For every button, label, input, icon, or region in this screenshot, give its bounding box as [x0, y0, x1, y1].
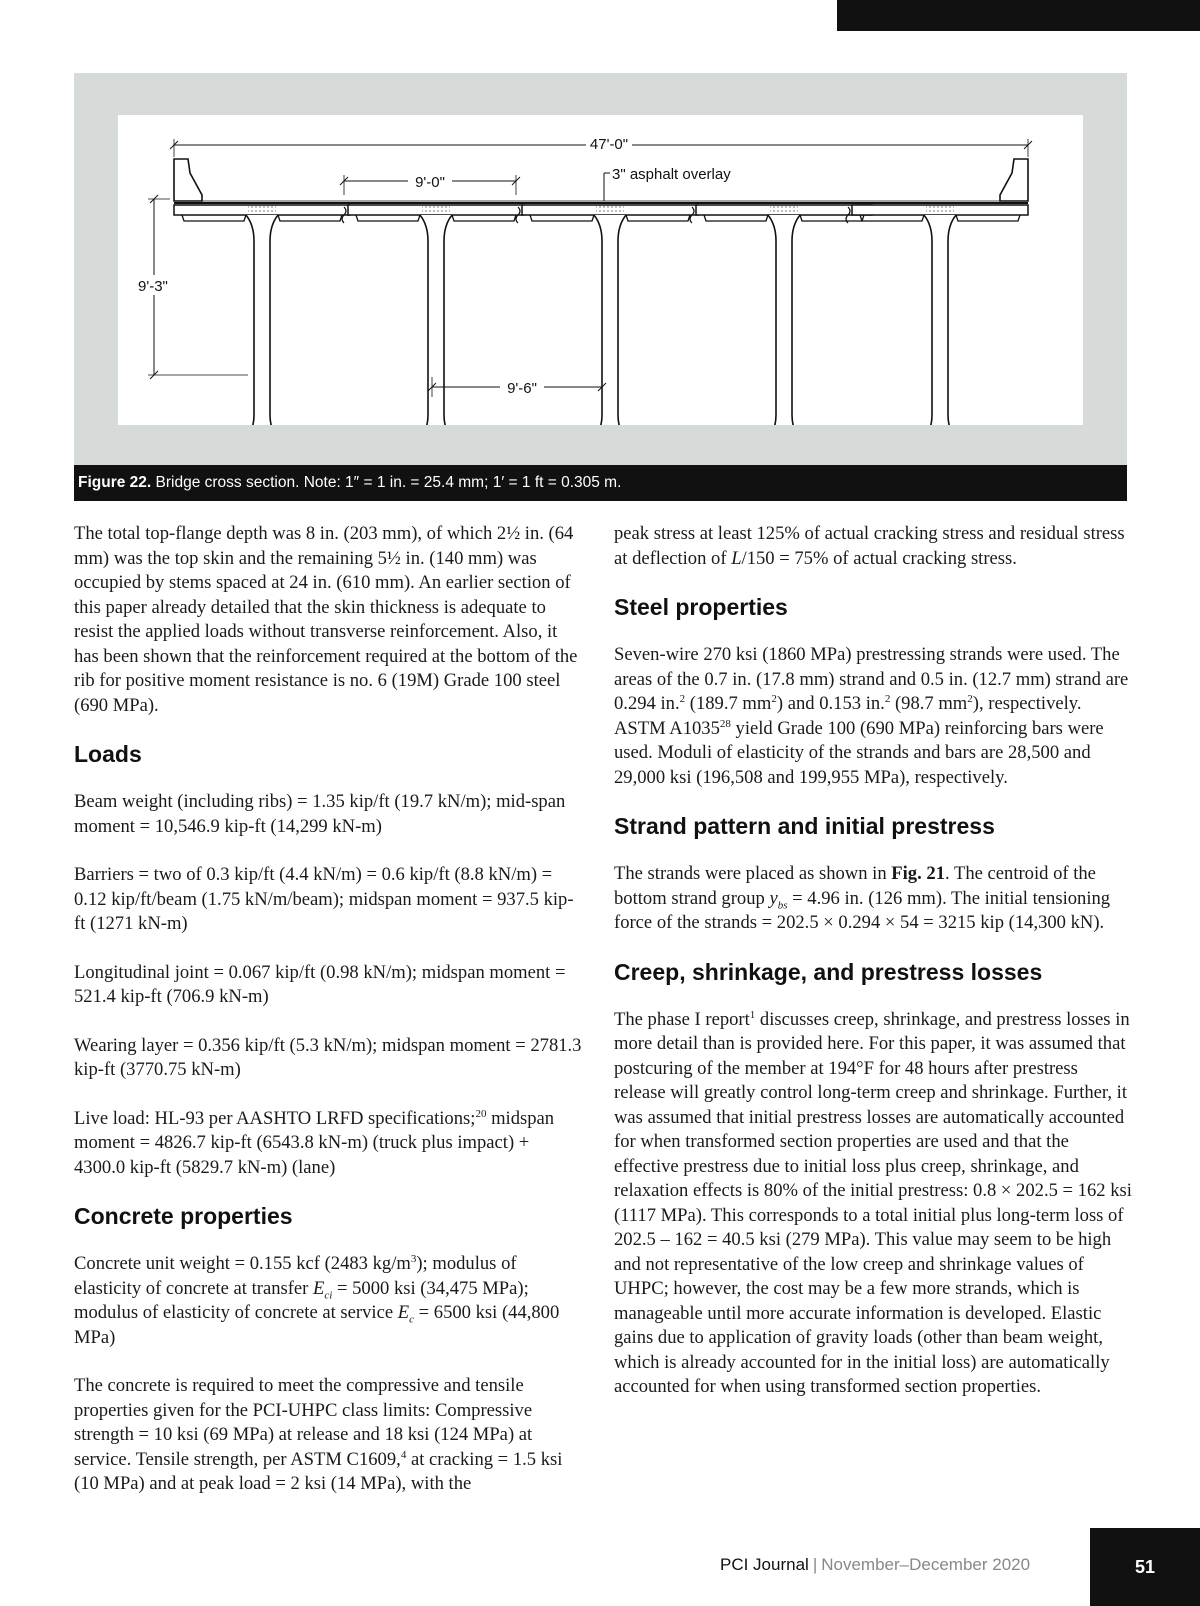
paragraph-live-load: Live load: HL-93 per AASHTO LRFD specifications;$^{20}$ midspan moment = 4826.7 kip-ft (6543.8 kN-m) (truck plus impact) + 4300.0 kip-ft (5829.7 kN-m) (lane): [74, 1107, 555, 1178]
paragraph-wearing-layer: Wearing layer = 0.356 kip/ft (5.3 kN/m); midspan moment = 2781.3 kip-ft (3770.75 kN-m): [74, 1034, 582, 1080]
dim-top-spacing: 9'-0": [415, 174, 445, 191]
paragraph-peak-stress: peak stress at least 125% of actual cracking stress and residual stress at deflection of L/150 = 75% of actual cracking stress.: [614, 523, 1125, 569]
bridge-cross-section-svg: [118, 115, 1083, 425]
heading-creep-shrinkage: Creep, shrinkage, and prestress losses: [614, 958, 1043, 985]
right-column: [614, 522, 1134, 1400]
dim-height: 9'-3": [138, 278, 168, 295]
dim-total-width: 47'-0": [589, 136, 629, 153]
journal-name: PCI Journal: [720, 1555, 809, 1574]
paragraph-longitudinal-joint: Longitudinal joint = 0.067 kip/ft (0.98 kN/m); midspan moment = 521.4 kip-ft (706.9 kN-m): [74, 961, 566, 1007]
figure-21-link[interactable]: Fig. 21: [891, 863, 945, 884]
page-number: 51: [1090, 1528, 1200, 1606]
paragraph-concrete-unit-weight: Concrete unit weight = 0.155 kcf (2483 $kg/m^3$); modulus of elasticity of concrete at transfer $E_{ci} = 5000$ ksi (34,475 MPa); modulus of elasticity of concrete at service $E_c = 6500$ ksi (44,800 MPa): [74, 1252, 560, 1348]
reference-4: 4: [400, 1448, 407, 1461]
paragraph-strand-pattern: The strands were placed as shown in Fig. 21. The centroid of the bottom strand group $y_{bs} = 4.96$ in. (126 mm). The initial tensioning force of the strands = 202.5 × 0.294 × 54 = 3215 kip (14,300 kN).: [614, 863, 1111, 933]
heading-strand-pattern: Strand pattern and initial prestress: [614, 813, 995, 839]
paragraph-steel-properties: Seven-wire 270 ksi (1860 MPa) prestressing strands were used. The areas of the 0.7 in. (17.8 mm) strand and 0.5 in. (12.7 mm) strand are 0.294 in.$^2$ (189.7 $mm^2$) and 0.153 in.$^2$ (98.7 $mm^2$), respectively. ASTM A1035$^{28}$ yield Grade 100 (690 MPa) reinforcing bars were used. Moduli of elasticity of the strands and bars are 28,500 and 29,000 ksi (196,508 and 199,955 MPa), respectively.: [614, 644, 1129, 788]
paragraph-top-flange: The total top-flange depth was 8 in. (203 mm), of which 2½ in. (64 mm) was the top skin and the remaining 5½ in. (140 mm) was occupied by stems spaced at 24 in. (610 mm). An earlier section of this paper already detailed that the skin thickness is adequate to resist the applied loads without transverse reinforcement. Also, it has been shown that the reinforcement required at the bottom of the rib for positive moment resistance is no. 6 (19M) Grade 100 steel (690 MPa).: [74, 523, 578, 716]
paragraph-concrete-requirements: The concrete is required to meet the compressive and tensile properties given for the PCI-UHPC class limits: Compressive strength = 10 ksi (69 MPa) at release and 18 ksi (124 MPa) at service. Tensile strength, per ASTM C1609,$^4$ at cracking = 1.5 ksi (10 MPa) and at peak load = 2 ksi (14 MPa), with the: [74, 1375, 563, 1494]
issue-date: November–December 2020: [821, 1555, 1031, 1574]
bridge-cross-section-drawing: [118, 115, 1083, 425]
left-column: [74, 522, 584, 1497]
figure-22: [74, 73, 1127, 501]
heading-loads: Loads: [74, 741, 142, 767]
paragraph-creep-shrinkage: The phase I report$^1$ discusses creep, shrinkage, and prestress losses in more detail than is provided here. For this paper, it was assumed that postcuring of the member at 194°F for 48 hours after prestress release will greatly control long-term creep and shrinkage. Further, it was assumed that initial prestress losses are automatically accounted for when transformed section properties are used and that the effective prestress due to initial loss plus creep, shrinkage, and relaxation effects is 80% of the initial prestress: 0.8 × 202.5 = 162 ksi (1117 MPa). This corresponds to a total initial plus long-term loss of 202.5 – 162 = 40.5 ksi (279 MPa). This value may seem to be high and not representative of the low creep and shrinkage values of UHPC; however, the cost may be a few more strands, which is manageable until more accurate information is developed. Elastic gains due to application of gravity loads (other than beam weight, which is already accounted for in the initial loss) are automatically accounted for when using transformed section properties.: [614, 1008, 1132, 1397]
paragraph-beam-weight: Beam weight (including ribs) = 1.35 kip/ft (19.7 kN/m); mid-span moment = 10,546.9 kip-ft (14,299 kN-m): [74, 791, 566, 837]
paragraph-barriers: Barriers = two of 0.3 kip/ft (4.4 kN/m) = 0.6 kip/ft (8.8 kN/m) = 0.12 kip/ft/beam (1.75 kN/m/beam); midspan moment = 937.5 kip-ft (1271 kN-m): [74, 864, 574, 934]
figure-label: Figure 22.: [78, 474, 152, 491]
heading-concrete-properties: Concrete properties: [74, 1203, 293, 1229]
figure-caption: [74, 465, 1127, 501]
heading-steel-properties: Steel properties: [614, 594, 788, 620]
dim-bottom-spacing: 9'-6": [507, 380, 537, 397]
reference-1: 1: [749, 1008, 756, 1021]
dim-overlay-label: 3" asphalt overlay: [612, 166, 731, 183]
footer-journal: [720, 1555, 1030, 1575]
header-bar: [837, 0, 1200, 31]
figure-caption-text: Bridge cross section. Note: 1″ = 1 in. = 25.4 mm; 1′ = 1 ft = 0.305 m.: [151, 474, 622, 491]
reference-20: 20: [475, 1107, 487, 1120]
reference-28: 28: [719, 717, 731, 730]
footer-separator: |: [812, 1555, 818, 1574]
